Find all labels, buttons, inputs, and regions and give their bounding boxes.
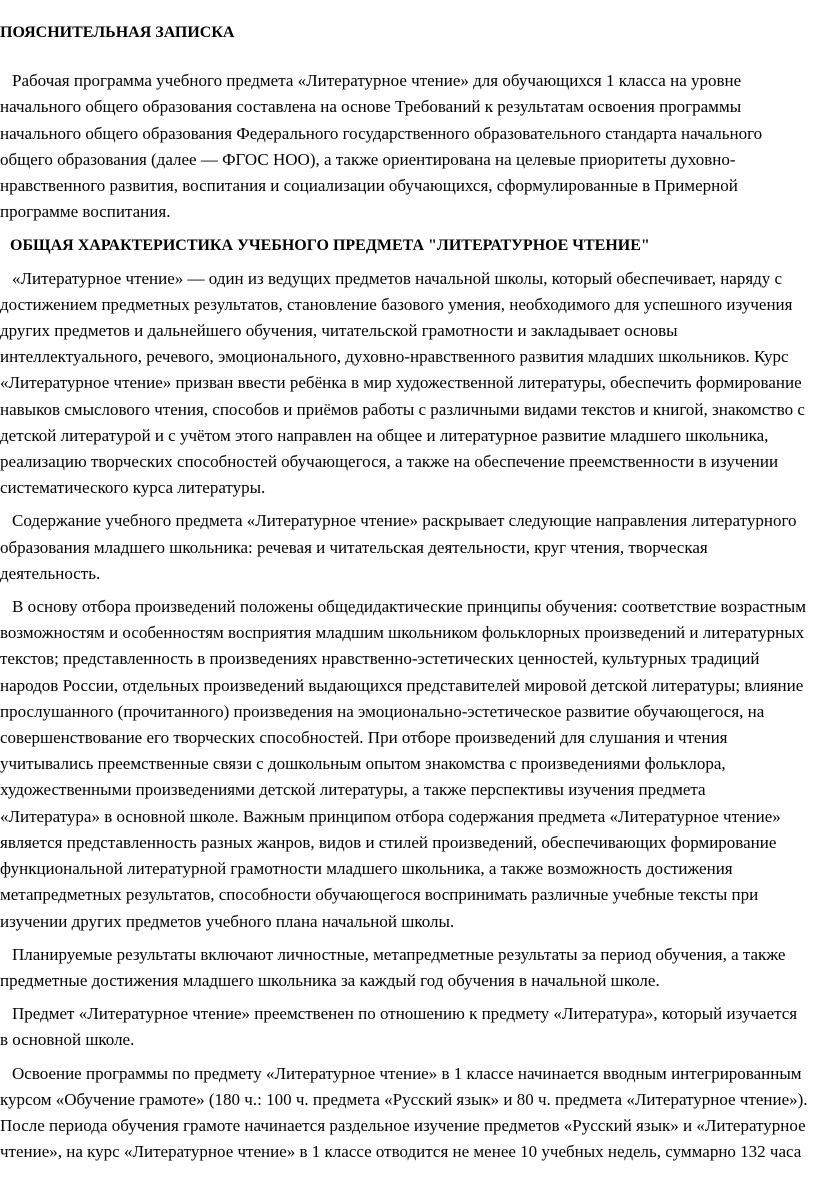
paragraph-1: «Литературное чтение» — один из ведущих предметов начальной школы, который обеспечивает, наряду с достижением предметных результатов, становление базового умения, необходимого для успешного изучения других предметов и дальнейшего обучения, читательской грамотности и закладывает основы интеллектуального, речевого, эмоционального, духовно-нравственного развития младших школьников. Курс «Литературное чтение» призван ввести ребёнка в мир художественной литературы, обеспечить формирование навыков смыслового чтения, способов и приёмов работы с различными видами текстов и книгой, знакомство с детской литературой и с учётом этого направлен на общее и литературное развитие младшего школьника, реализацию творческих способностей обучающегося, а также на обеспечение преемственности в изучении систематического курса литературы.	[0, 268, 805, 498]
intro-paragraph: Рабочая программа учебного предмета «Литературное чтение» для обучающихся 1 класса на уровне начального общего образования составлена на основе Требований к результатам освоения программы начального общего образования Федерального государственного образовательного стандарта начального общего образования (далее — ФГОС НОО), а также ориентирована на целевые приоритеты духовно-нравственного развития, воспитания и социализации обучающихся, сформулированные в Примерной программе воспитания.	[0, 71, 763, 222]
paragraph-5: Предмет «Литературное чтение» преемственен по отношению к предмету «Литература», который изучается в основной школе.	[0, 1004, 798, 1050]
page-title: ПОЯСНИТЕЛЬНАЯ ЗАПИСКА	[0, 24, 235, 41]
section-heading: ОБЩАЯ ХАРАКТЕРИСТИКА УЧЕБНОГО ПРЕДМЕТА "ЛИТЕРАТУРНОЕ ЧТЕНИЕ"	[10, 237, 650, 255]
paragraph-3: В основу отбора произведений положены общедидактические принципы обучения: соответствие возрастным возможностям и особенностям восприятия младшим школьником фольклорных произведений и литературных текстов; представленность в произведениях нравственно-эстетических ценностей, культурных традиций народов России, отдельных произведений выдающихся представителей мировой детской литературы; влияние прослушанного (прочитанного) произведения на эмоционально-эстетическое развитие обучающегося, на совершенствование его творческих способностей. При отборе произведений для слушания и чтения учитывались преемственные связи с дошкольным опытом знакомства с произведениями фольклора, художественными произведениями детской литературы, а также перспективы изучения предмета «Литература» в основной школе. Важным принципом отбора содержания предмета «Литературное чтение» является представленность разных жанров, видов и стилей произведений, обеспечивающих формирование функциональной литературной грамотности младшего школьника, а также возможность достижения метапредметных результатов, способности обучающегося воспринимать различные учебные тексты при изучении других предметов учебного плана начальной школы.	[0, 597, 806, 931]
paragraph-4: Планируемые результаты включают личностные, метапредметные результаты за период обучения, а также предметные достижения младшего школьника за каждый год обучения в начальной школе.	[0, 944, 786, 990]
paragraph-6: Освоение программы по предмету «Литературное чтение» в 1 классе начинается вводным интегрированным курсом «Обучение грамоте» (180 ч.: 100 ч. предмета «Русский язык» и 80 ч. предмета «Литературное чтение»). После периода обучения грамоте начинается раздельное изучение предметов «Русский язык» и «Литературное чтение», на курс «Литературное чтение» в 1 классе отводится не менее 10 учебных недель, суммарно 132 часа	[0, 1063, 808, 1162]
paragraph-2: Содержание учебного предмета «Литературное чтение» раскрывает следующие направления литературного образования младшего школьника: речевая и читательская деятельности, круг чтения, творческая деятельность.	[0, 511, 797, 583]
